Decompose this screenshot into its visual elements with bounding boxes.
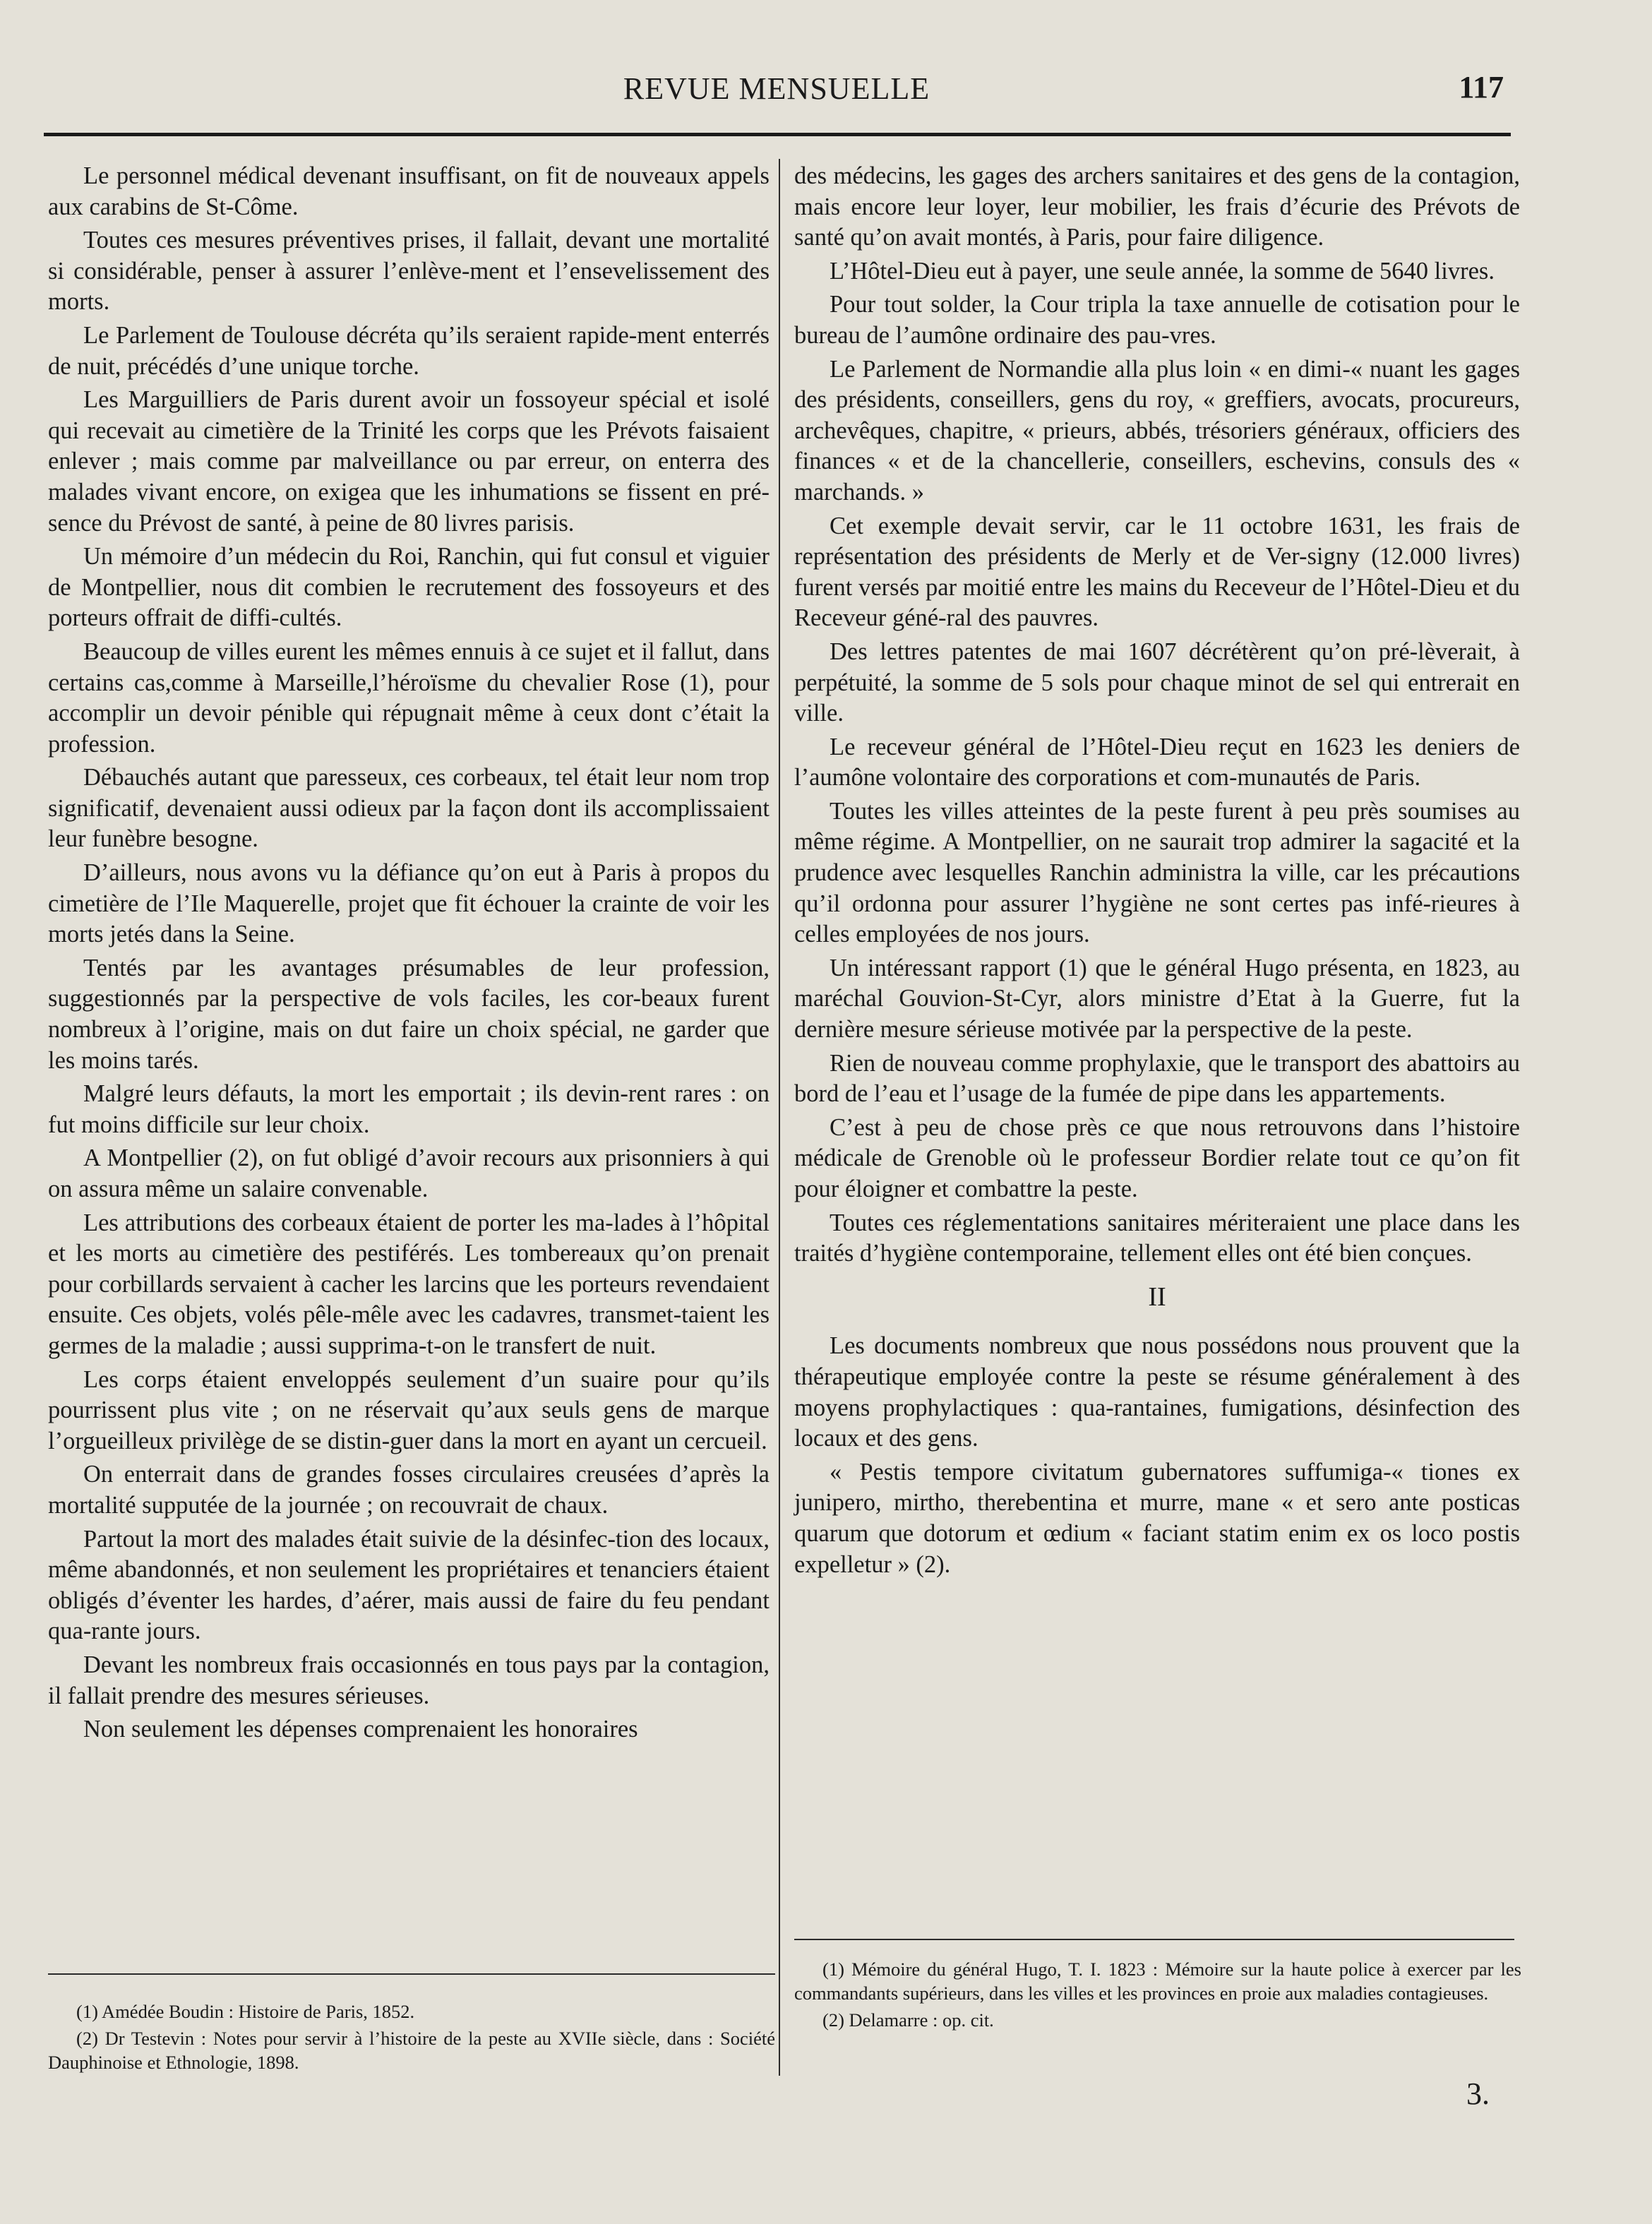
right-column (794, 161, 1520, 1583)
paragraph: des médecins, les gages des archers sanitaires et des gens de la contagion, mais encore leur loyer, leur mobilier, les frais d’écurie des Prévots de santé qu’on avait montés, à Paris, pour faire diligence. (794, 162, 1520, 251)
paragraph: Toutes les villes atteintes de la peste furent à peu près soumises au même régime. A Montpellier, on ne saurait trop admirer la sagacité et la prudence avec lesquelles Ranchin administra la ville, car les précautions qu’il ordonna pour assurer l’hygiène ne sont certes pas infé-rieures à celles employées de nos jours. (794, 797, 1520, 948)
paragraph: Devant les nombreux frais occasionnés en tous pays par la contagion, il fallait prendre des mesures sérieuses. (48, 1651, 770, 1709)
column-divider (779, 159, 780, 2076)
signature-mark: 3. (1466, 2076, 1490, 2111)
paragraph: Rien de nouveau comme prophylaxie, que le transport des abattoirs au bord de l’eau et l’usage de la fumée de pipe dans les appartements. (794, 1049, 1520, 1108)
paragraph: Non seulement les dépenses comprenaient les honoraires (83, 1716, 638, 1743)
paragraph: Le personnel médical devenant insuffisant, on fit de nouveaux appels aux carabins de St-Côme. (48, 162, 770, 220)
footnote: (1) Amédée Boudin : Histoire de Paris, 1852. (76, 2001, 415, 2022)
paragraph: Les corps étaient enveloppés seulement d’un suaire pour qu’ils pourrissent plus vite ; on ne réservait qu’aux seuls gens de marque l’orgueilleux privilège de se distin-guer dans la mort en ayant un cercueil. (48, 1365, 770, 1454)
paragraph: Les Marguilliers de Paris durent avoir un fossoyeur spécial et isolé qui recevait au cimetière de la Trinité les corps que les Prévots faisaient enlever ; mais comme par malveillance ou par erreur, on enterra des malades vivant encore, on exigea que les inhumations se fissent en pré-sence du Prévost de santé, à peine de 80 livres parisis. (48, 386, 770, 537)
paragraph: Toutes ces réglementations sanitaires mériteraient une place dans les traités d’hygiène contemporaine, tellement elles ont été bien conçues. (794, 1209, 1520, 1267)
footnotes-left (48, 1999, 775, 2077)
paragraph: Un mémoire d’un médecin du Roi, Ranchin, qui fut consul et viguier de Montpellier, nous dit combien le recrutement des fossoyeurs et des porteurs offrait de diffi-cultés. (48, 543, 770, 632)
paragraph: Toutes ces mesures préventives prises, il fallait, devant une mortalité si considérable, penser à assurer l’enlève-ment et l’ensevelissement des morts. (48, 227, 770, 316)
paragraph: Des lettres patentes de mai 1607 décrétèrent qu’on pré-lèverait, à perpétuité, la somme de 5 sols pour chaque minot de sel qui entrerait en ville. (794, 638, 1520, 727)
footnote-rule (48, 1973, 775, 1975)
paragraph: Pour tout solder, la Cour tripla la taxe annuelle de cotisation pour le bureau de l’aumône ordinaire des pau-vres. (794, 291, 1520, 349)
paragraph: Un intéressant rapport (1) que le général Hugo présenta, en 1823, au maréchal Gouvion-St-Cyr, alors ministre d’Etat à la Guerre, fut la dernière mesure sérieuse motivée par la perspective de la peste. (794, 954, 1520, 1044)
paragraph: Tentés par les avantages présumables de leur profession, suggestionnés par la perspective de vols faciles, les cor-beaux furent nombreux à l’origine, mais on dut faire un choix spécial, ne garder que les moins tarés. (48, 954, 770, 1074)
footnote-rule (794, 1939, 1514, 1940)
header-rule (44, 133, 1511, 136)
footnotes-right (794, 1957, 1521, 2035)
footnote: (2) Delamarre : op. cit. (822, 2009, 994, 2031)
paragraph: D’ailleurs, nous avons vu la défiance qu’on eut à Paris à propos du cimetière de l’Ile Maquerelle, projet que fit échouer la crainte de voir les morts jetés dans la Seine. (48, 859, 770, 948)
paragraph: C’est à peu de chose près ce que nous retrouvons dans l’histoire médicale de Grenoble où le professeur Bordier relate tout ce qu’on fit pour éloigner et combattre la peste. (794, 1113, 1520, 1202)
page-number: 117 (1459, 70, 1504, 104)
quotation-paragraph: « Pestis tempore civitatum gubernatores suffumiga-« tiones ex junipero, mirtho, therebentina et murre, mane « et sero ante posticas quarum que dotorum et œdium « faciant statim enim ex os loco postis expelletur » (2). (794, 1458, 1520, 1578)
paragraph: Le Parlement de Normandie alla plus loin « en dimi-« nuant les gages des présidents, conseillers, gens du roy, « greffiers, avocats, procureurs, archevêques, chapitre, « prieurs, abbés, trésoriers généraux, officiers des finances « et de la chancellerie, conseillers, eschevins, consuls des « marchands. » (794, 355, 1520, 506)
paragraph: Les documents nombreux que nous possédons nous prouvent que la thérapeutique employée contre la peste se résume généralement à des moyens prophylactiques : qua-rantaines, fumigations, désinfection des locaux et des gens. (794, 1332, 1520, 1452)
paragraph: Malgré leurs défauts, la mort les emportait ; ils devin-rent rares : on fut moins difficile sur leur choix. (48, 1080, 770, 1138)
running-title: REVUE MENSUELLE (623, 71, 930, 106)
paragraph: A Montpellier (2), on fut obligé d’avoir recours aux prisonniers à qui on assura même un salaire convenable. (48, 1144, 770, 1202)
paragraph: Partout la mort des malades était suivie de la désinfec-tion des locaux, même abandonnés, et non seulement les propriétaires et tenanciers étaient obligés d’éventer les hardes, d’aérer, mais aussi de faire du feu pendant qua-rante jours. (48, 1525, 770, 1645)
paragraph: On enterrait dans de grandes fosses circulaires creusées d’après la mortalité supputée de la journée ; on recouvrait de chaux. (48, 1461, 770, 1519)
footnote: (1) Mémoire du général Hugo, T. I. 1823 : Mémoire sur la haute police à exercer par les commandants supérieurs, dans les villes et les provinces en proie aux maladies contagieuses. (794, 1959, 1521, 2004)
paragraph: Beaucoup de villes eurent les mêmes ennuis à ce sujet et il fallut, dans certains cas,comme à Marseille,l’héroïsme du chevalier Rose (1), pour accomplir un devoir pénible qui répugnait même à ceux dont c’était la profession. (48, 638, 770, 758)
paragraph: L’Hôtel-Dieu eut à payer, une seule année, la somme de 5640 livres. (830, 257, 1495, 285)
paragraph: Les attributions des corbeaux étaient de porter les ma-lades à l’hôpital et les morts au cimetière des pestiférés. Les tombereaux qu’on prenait pour corbillards servaient à cacher les larcins que les porteurs revendaient ensuite. Ces objets, volés pêle-mêle avec les cadavres, transmet-taient les germes de la maladie ; aussi supprima-t-on le transfert de nuit. (48, 1209, 770, 1359)
paragraph: Cet exemple devait servir, car le 11 octobre 1631, les frais de représentation des présidents de Merly et de Ver-signy (12.000 livres) furent versés par moitié entre les mains du Receveur de l’Hôtel-Dieu et du Receveur géné-ral des pauvres. (794, 512, 1520, 632)
paragraph: Le Parlement de Toulouse décréta qu’ils seraient rapide-ment enterrés de nuit, précédés d’une unique torche. (48, 321, 770, 380)
left-column (48, 161, 770, 1748)
footnote: (2) Dr Testevin : Notes pour servir à l’histoire de la peste au XVIIe siècle, dans : Société Dauphinoise et Ethnologie, 1898. (48, 2028, 775, 2073)
paragraph: Débauchés autant que paresseux, ces corbeaux, tel était leur nom trop significatif, devenaient aussi odieux par la façon dont ils accomplissaient leur funèbre besogne. (48, 764, 770, 853)
section-heading: II (1148, 1281, 1166, 1312)
paragraph: Le receveur général de l’Hôtel-Dieu reçut en 1623 les deniers de l’aumône volontaire des corporations et com-munautés de Paris. (794, 733, 1520, 791)
